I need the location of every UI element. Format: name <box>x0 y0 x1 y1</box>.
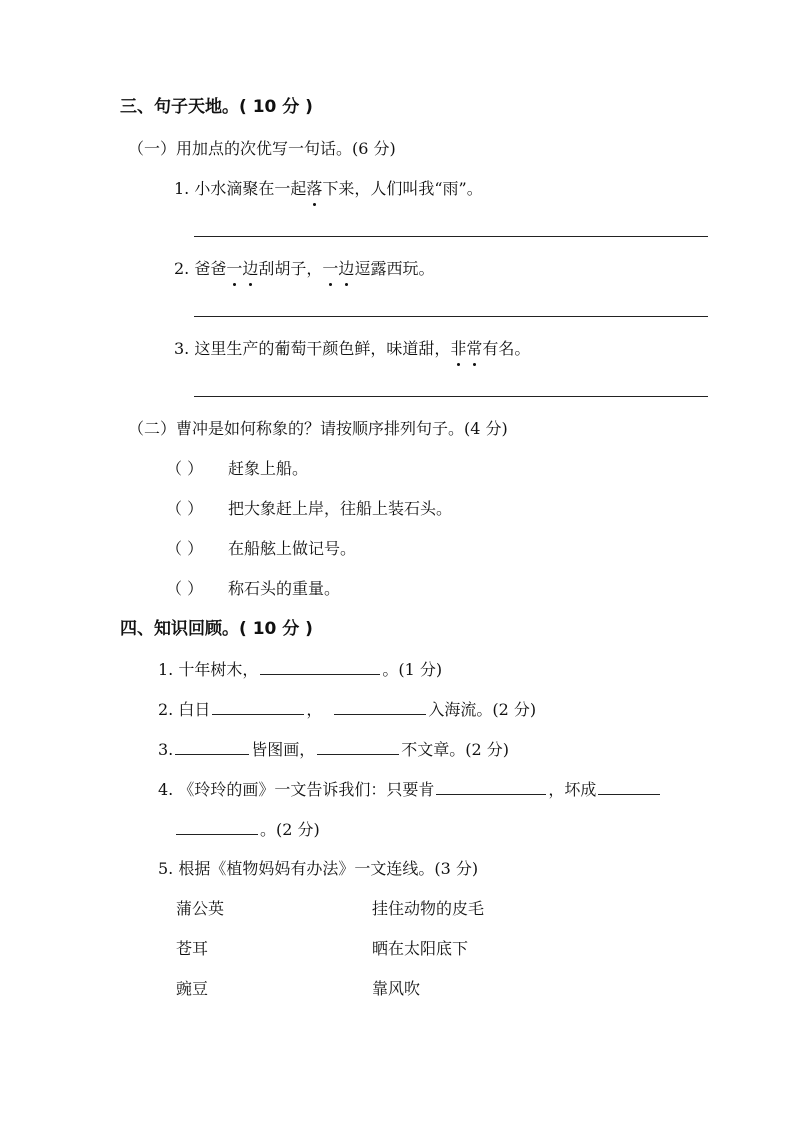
dotted-char: 一 <box>226 256 242 279</box>
recall-q4: 4. 《玲玲的画》一文告诉我们：只要肯 ，坏成 <box>158 776 662 800</box>
match-left-item[interactable]: 豌豆 <box>176 979 209 998</box>
answer-line-3[interactable] <box>194 396 708 397</box>
order-item: （ ） 在船舷上做记号。 <box>166 536 356 559</box>
recall-q5-title: 5. 根据《植物妈妈有办法》一文连线。(3 分) <box>158 859 479 878</box>
order-item: （ ） 称石头的重量。 <box>166 576 340 599</box>
fill-blank[interactable] <box>176 816 258 835</box>
recall-q2: 2. 白日 ， 入海流。(2 分) <box>158 696 536 720</box>
question-3: 3. 这里生产的葡萄干颜色鲜，味道甜，非常有名。 <box>174 336 530 359</box>
order-blank[interactable]: （ ） <box>166 539 204 558</box>
answer-line-1[interactable] <box>194 236 708 237</box>
fill-blank[interactable] <box>436 776 546 795</box>
question-2: 2. 爸爸一边刮胡子，一边逗露西玩。 <box>174 256 434 279</box>
recall-q4-cont: 。(2 分) <box>174 816 320 840</box>
dotted-char: 边 <box>242 256 258 279</box>
part-2-title: （二）曹冲是如何称象的？请按顺序排列句子。(4 分) <box>128 419 508 438</box>
fill-blank[interactable] <box>598 776 660 795</box>
dotted-char: 边 <box>338 256 354 279</box>
recall-q3: 3. 皆图画， 不文章。(2 分) <box>158 736 509 760</box>
fill-blank[interactable] <box>260 656 380 675</box>
dotted-char: 一 <box>322 256 338 279</box>
match-right-item[interactable]: 挂住动物的皮毛 <box>372 899 485 918</box>
recall-q1: 1. 十年树木， 。(1 分) <box>158 656 442 680</box>
order-blank[interactable]: （ ） <box>166 499 204 518</box>
dotted-char: 非 <box>450 336 466 359</box>
match-right-item[interactable]: 晒在太阳底下 <box>372 939 469 958</box>
order-blank[interactable]: （ ） <box>166 579 204 598</box>
match-left-item[interactable]: 苍耳 <box>176 939 209 958</box>
order-blank[interactable]: （ ） <box>166 459 204 478</box>
dotted-char: 落 <box>306 176 322 199</box>
order-item: （ ） 把大象赶上岸，往船上装石头。 <box>166 496 452 519</box>
section-4-title: 四、知识回顾。( 10 分 ) <box>120 619 313 639</box>
dotted-char: 常 <box>466 336 482 359</box>
question-1: 1. 小水滴聚在一起落下来，人们叫我“雨”。 <box>174 176 483 199</box>
part-1-title: （一）用加点的次优写一句话。(6 分) <box>128 139 396 158</box>
match-right-item[interactable]: 靠风吹 <box>372 979 421 998</box>
fill-blank[interactable] <box>212 696 304 715</box>
fill-blank[interactable] <box>317 736 399 755</box>
order-item: （ ） 赶象上船。 <box>166 456 308 479</box>
section-3-title: 三、句子天地。( 10 分 ) <box>120 97 313 117</box>
match-left-item[interactable]: 蒲公英 <box>176 899 225 918</box>
answer-line-2[interactable] <box>194 316 708 317</box>
fill-blank[interactable] <box>175 736 249 755</box>
fill-blank[interactable] <box>334 696 426 715</box>
